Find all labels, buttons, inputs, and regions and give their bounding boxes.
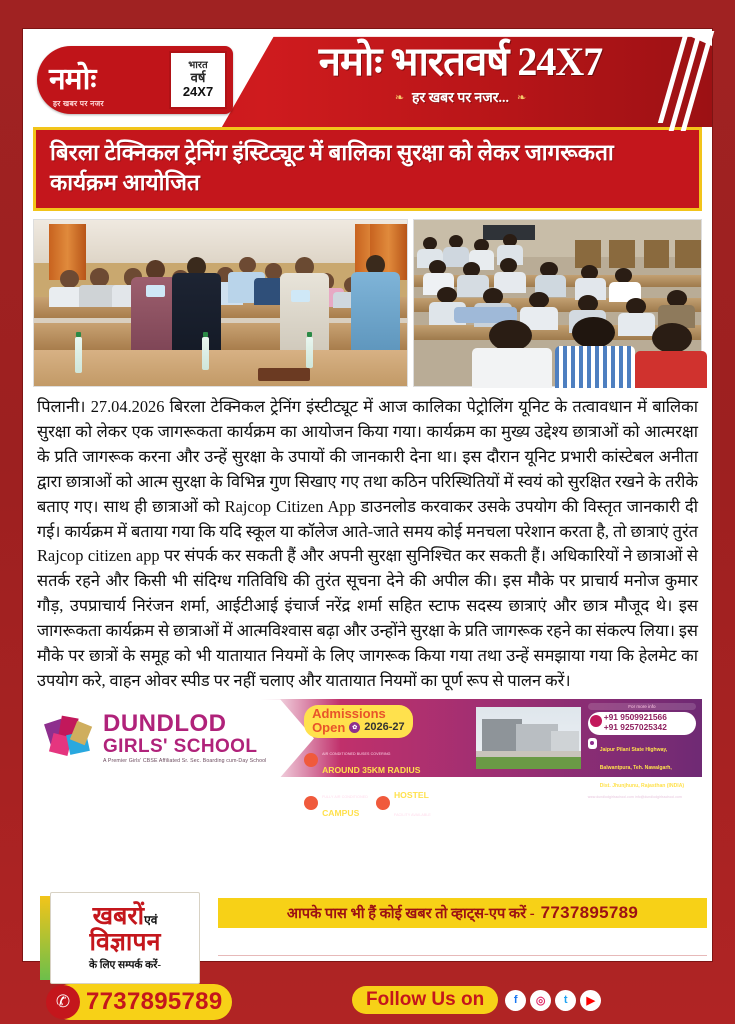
headline-banner bbox=[33, 127, 702, 211]
logo-namo-text: नमोः bbox=[49, 63, 96, 96]
school-name-line2: GIRLS' SCHOOL bbox=[103, 736, 258, 758]
year-badge-icon: ✿ bbox=[349, 722, 360, 733]
advert-phone-1: +91 9509921566 bbox=[603, 712, 667, 723]
admissions-year: 2026-27 bbox=[364, 721, 405, 734]
masthead bbox=[23, 29, 712, 127]
feature3-small-label: FACILITY AVAILABLE bbox=[393, 812, 431, 817]
whatsapp-news-number[interactable]: 7737895789 bbox=[540, 903, 639, 922]
brand-logo bbox=[37, 43, 247, 117]
advert-address-line3: Dist. Jhunjhunu, Rajasthan (INDIA) bbox=[599, 783, 685, 790]
feature2-big-label: CAMPUS bbox=[322, 807, 360, 818]
masthead-title-block bbox=[273, 39, 648, 107]
admissions-open-label: Open bbox=[312, 720, 346, 736]
butterfly-logo-icon bbox=[47, 717, 93, 759]
feature3-big-label: HOSTEL bbox=[393, 789, 429, 800]
advert-feature-bus bbox=[304, 742, 471, 778]
advert-campus-photo bbox=[475, 699, 582, 777]
footer-brand-line1: खबरोंएवं bbox=[92, 902, 158, 930]
advert-phone-2: +91 9257025342 bbox=[603, 722, 667, 733]
article-body bbox=[33, 395, 702, 693]
article-text: पिलानी। 27.04.2026 बिरला टेक्निकल ट्रेनिंग इंस्टीट्यूट में आज कालिका पेट्रोलिंग यूनिट के तत्वावधान में बालिका सुरक्षा को लेकर एक जागरूकता कार्यक्रम का आयोजन किया गया। कार्यक्रम का मुख्य उद्देश्य छात्राओं को आत्मरक्षा के प्रति जागरूक करना और उन्हें सुरक्षा के उपायों की जानकारी देना था। इस दौरान यूनिट प्रभारी कांस्टेबल अनीता द्वारा छात्राओं को आत्म सुरक्षा के विभिन्न गुण सिखाए गए तथा कठिन परिस्थितियों में स्वयं को सुरक्षित रखने के तरीके बताए गए। साथ ही छात्राओं को Rajcop Citizen App डाउनलोड करवाकर उसके उपयोग की विस्तृत जानकारी दी गई। कार्यक्रम में बताया गया कि यदि स्कूल या कॉलेज आते-जाते समय कोई मनचला परेशान करता है, तो छात्राएं तुरंत Rajcop citizen app पर संपर्क कर सकती हैं और अपनी सुरक्षा सुनिश्चित कर सकती हैं। अधिकारियों ने छात्राओं से सतर्क रहने और किसी भी संदिग्ध गतिविधि की तुरंत सूचना देने की अपील की। इस मौके पर प्राचार्य मनोज कुमार गौड़, उपप्राचार्य निरंजन शर्मा, आईटीआई इंचार्ज नरेंद्र शर्मा सहित स्टाफ सदस्य छात्राएं और छात्र मौजूद थे। इस जागरूकता कार्यक्रम से छात्राओं में आत्मविश्वास बढ़ा और उन्होंने सुरक्षा के प्रति जागरूक रहने का संकल्प लिया। इस मौके पर छात्रों के समूह को भी यातायात नियमों के लिए जागरूक किया गया तथा उन्हें समझाया गया कि हेलमेट का उपयोग करे, वाहन ओवर स्पीड पर नहीं चलाए और यातायात नियमों का पूर्ण रूप से पालन करें। bbox=[37, 397, 698, 690]
ornament-right-icon: ❧ bbox=[516, 92, 527, 104]
masthead-stripes-decoration bbox=[648, 37, 704, 121]
feature1-small-label: AIR CONDITIONED BUSES COVERING bbox=[322, 751, 391, 756]
badge-24x7-text: 24X7 bbox=[182, 83, 214, 99]
footer-brand-line3: के लिए सम्पर्क करें- bbox=[89, 960, 161, 972]
whatsapp-news-bar bbox=[218, 898, 707, 928]
disclaimer-text: (खबर शुरूआती जानकारी के अनुसार, अंतिम समय तक मामूली फेरबदल संभव) bbox=[289, 936, 636, 950]
footer-contact-pill[interactable] bbox=[52, 984, 232, 1020]
disclaimer-bar bbox=[218, 930, 707, 956]
footer-contact-number: 7737895789 bbox=[86, 988, 223, 1015]
admissions-pill bbox=[304, 705, 413, 737]
photo-officials-with-phones bbox=[33, 219, 408, 387]
masthead-subtitle-row bbox=[273, 88, 648, 107]
location-pin-icon bbox=[588, 738, 597, 749]
phone-icon: ✆ bbox=[46, 985, 80, 1019]
badge-varsh-text: वर्ष bbox=[190, 70, 206, 86]
advert-feature-hostel bbox=[376, 785, 431, 821]
hostel-icon bbox=[376, 796, 390, 810]
school-tagline: A Premier Girls' CBSE Affiliated Sr. Sec. Boarding cum-Day School bbox=[103, 758, 267, 765]
whatsapp-news-label: आपके पास भी हैं कोई खबर तो व्हाट्स-एप करें - bbox=[286, 906, 535, 922]
logo-plate bbox=[37, 46, 233, 114]
admissions-label: Admissions bbox=[312, 706, 386, 722]
ornament-left-icon: ❧ bbox=[394, 92, 405, 104]
content-frame bbox=[22, 28, 713, 962]
ac-icon bbox=[304, 796, 318, 810]
follow-us-block bbox=[352, 986, 601, 1014]
logo-badge bbox=[169, 51, 227, 109]
follow-us-label: Follow Us on bbox=[352, 986, 498, 1014]
advert-phone-box[interactable] bbox=[588, 712, 696, 735]
advert-address-line1: Jaipur Pilani State Highway, bbox=[599, 747, 668, 754]
advert-admissions-block bbox=[298, 699, 475, 818]
masthead-title: नमोः भारतवर्ष 24X7 bbox=[318, 39, 603, 84]
footer-strip bbox=[22, 892, 713, 1024]
youtube-icon[interactable]: ▶ bbox=[580, 990, 601, 1011]
feature1-big-label: AROUND 35KM RADIUS bbox=[322, 764, 421, 775]
twitter-icon[interactable]: t bbox=[555, 990, 576, 1011]
advert-address-line2: Balwantpura, Teh. Nawalgarh, bbox=[599, 765, 672, 772]
social-icons-row bbox=[505, 990, 601, 1011]
footer-brand-line2: विज्ञापन bbox=[89, 928, 161, 956]
advert-contact-block bbox=[582, 699, 702, 800]
advert-web-email: www.dundlodgirlsschool.com info@dundlodgirlsschool.com bbox=[587, 795, 682, 800]
instagram-icon[interactable]: ◎ bbox=[530, 990, 551, 1011]
facebook-icon[interactable]: f bbox=[505, 990, 526, 1011]
phone-avatar-icon bbox=[590, 715, 602, 727]
advert-school-brand bbox=[33, 699, 298, 777]
headline-text: बिरला टेक्निकल ट्रेनिंग इंस्टिट्यूट में बालिका सुरक्षा को लेकर जागरूकता कार्यक्रम आयोजित bbox=[50, 140, 614, 196]
masthead-subtitle: हर खबर पर नजर... bbox=[412, 91, 509, 106]
bus-icon bbox=[304, 753, 318, 767]
contact-info-label: For more info bbox=[588, 703, 696, 710]
school-name-line1: DUNDLOD bbox=[103, 710, 227, 738]
logo-tagline: हर खबर पर नजर bbox=[53, 99, 104, 108]
footer-brand-plate bbox=[50, 892, 200, 984]
advert-feature-campus bbox=[304, 785, 368, 821]
badge-bharat-text: भारत bbox=[188, 60, 208, 72]
photo-row bbox=[33, 219, 702, 387]
feature2-small-label: FULLY AIR CONDITIONED bbox=[322, 794, 368, 799]
photo-auditorium-audience bbox=[413, 219, 702, 387]
school-advertisement[interactable] bbox=[33, 699, 702, 818]
